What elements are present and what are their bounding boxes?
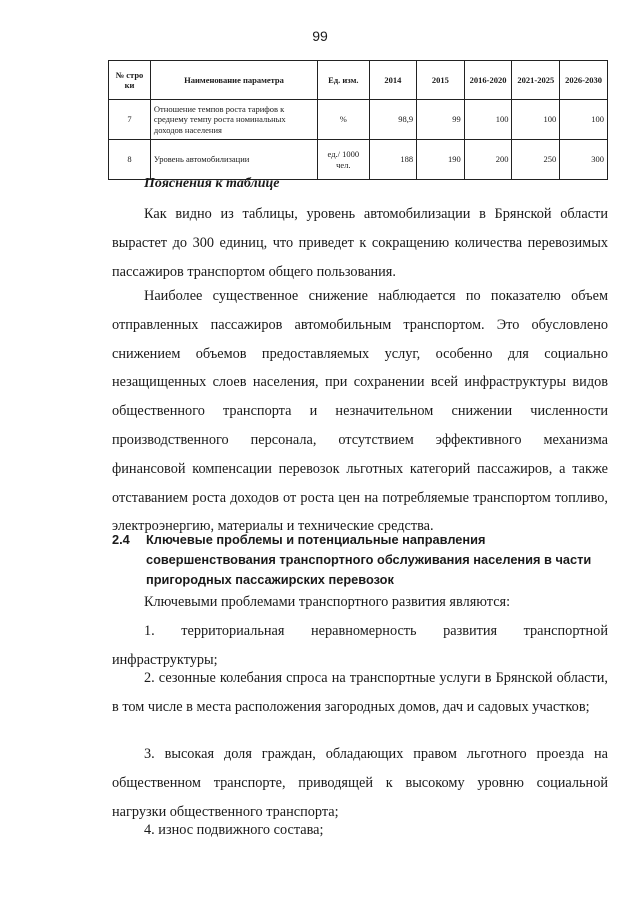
header-unit: Ед. изм. [318, 61, 369, 100]
value-2016-2020: 200 [464, 140, 512, 180]
parameter-name: Отношение темпов роста тарифов к среднему темпу роста номинальных доходов населения [150, 100, 317, 140]
section-title: Ключевые проблемы и потенциальные направления совершенствования транспортного обслуживания населения в части пригородных пассажирских перевозок [146, 532, 592, 587]
list-item: 4. износ подвижного состава; [144, 822, 324, 838]
paragraph-passenger-decline: Наиболее существенное снижение наблюдается по показателю объем отправленных пассажиров автомобильным транспортом. Это обусловлено снижением объемов предоставляемых услуг, особенно для социально незащищенных слоев населения, при сохранении всей инфраструктуры видов общественного транспорта и незначительном снижении численности производственного персонала, отсутствием эффективного механизма финансовой компенсации перевозок льготных категорий пассажиров, а также отставанием роста доходов от роста цен на потребляемые транспортом топливо, электроэнергию, материалы и технические средства. [112, 288, 608, 535]
header-parameter-name: Наименование параметра [150, 61, 317, 100]
header-2014: 2014 [369, 61, 417, 100]
value-2026-2030: 300 [560, 140, 608, 180]
row-number: 8 [109, 140, 151, 180]
section-number: 2.4 [112, 532, 130, 547]
paragraph-motorization: Как видно из таблицы, уровень автомобилизации в Брянской области вырастет до 300 единиц, что приведет к сокращению количества перевозимых пассажиров транспортом общего пользования. [112, 206, 608, 280]
value-2014: 98,9 [369, 100, 417, 140]
table-header-row [109, 61, 608, 100]
section-heading [112, 530, 608, 590]
table-row [109, 140, 608, 180]
header-2015: 2015 [417, 61, 465, 100]
header-2016-2020: 2016-2020 [464, 61, 512, 100]
unit: ед./ 1000 чел. [318, 140, 369, 180]
list-item: 3. высокая доля граждан, обладающих правом льготного проезда на общественном транспорте, приводящей к высокому уровню социальной нагрузки общественного транспорта; [112, 746, 608, 820]
row-number: 7 [109, 100, 151, 140]
parameter-name: Уровень автомобилизации [150, 140, 317, 180]
table-caption: Пояснения к таблице [144, 176, 280, 191]
header-row-number: № стро ки [109, 61, 151, 100]
value-2021-2025: 250 [512, 140, 560, 180]
header-2026-2030: 2026-2030 [560, 61, 608, 100]
page-number: 99 [312, 28, 328, 44]
header-2021-2025: 2021-2025 [512, 61, 560, 100]
problems-intro: Ключевыми проблемами транспортного развития являются: [144, 594, 511, 610]
list-item: 1. территориальная неравномерность развития транспортной инфраструктуры; [112, 623, 608, 668]
value-2015: 190 [417, 140, 465, 180]
value-2016-2020: 100 [464, 100, 512, 140]
list-item: 2. сезонные колебания спроса на транспортные услуги в Брянской области, в том числе в места расположения загородных домов, дач и садовых участков; [112, 670, 608, 715]
value-2015: 99 [417, 100, 465, 140]
value-2014: 188 [369, 140, 417, 180]
value-2021-2025: 100 [512, 100, 560, 140]
parameters-table [108, 60, 608, 180]
value-2026-2030: 100 [560, 100, 608, 140]
unit: % [318, 100, 369, 140]
table-row [109, 100, 608, 140]
